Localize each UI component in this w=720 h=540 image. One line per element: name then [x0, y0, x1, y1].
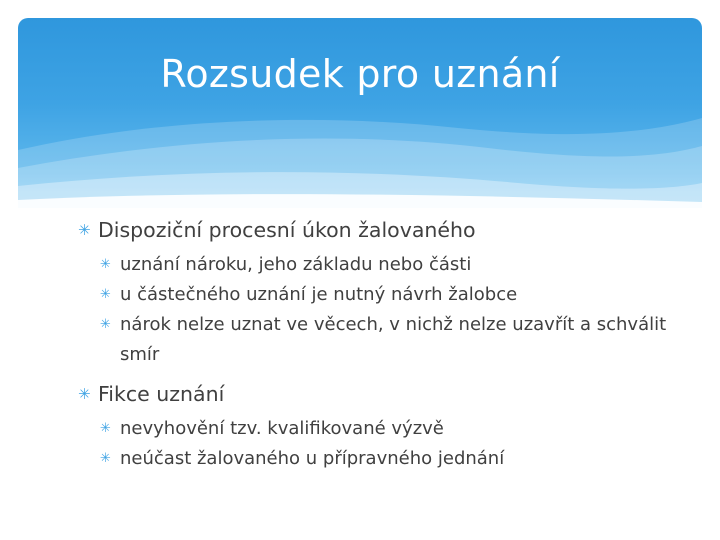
list-item-text: neúčast žalovaného u přípravného jednání: [120, 448, 505, 469]
asterisk-bullet-icon: ✳: [78, 385, 91, 403]
section-2: [78, 380, 678, 474]
sub-list: [78, 414, 678, 474]
list-item-text: uznání nároku, jeho základu nebo části: [120, 254, 472, 275]
asterisk-bullet-icon: ✳: [100, 317, 111, 332]
asterisk-bullet-icon: ✳: [78, 221, 91, 239]
asterisk-bullet-icon: ✳: [100, 421, 111, 436]
slide-title: Rozsudek pro uznání: [160, 52, 560, 96]
section-1: [78, 216, 678, 370]
list-item: [78, 444, 678, 474]
section-heading-text: Fikce uznání: [98, 382, 225, 406]
section-heading-text: Dispoziční procesní úkon žalovaného: [98, 218, 476, 242]
list-item-text: nárok nelze uznat ve věcech, v nichž nelze uzavřít a schválit smír: [120, 314, 667, 365]
sub-list: [78, 250, 678, 370]
asterisk-bullet-icon: ✳: [100, 451, 111, 466]
list-item: [78, 280, 678, 310]
content: [78, 216, 678, 484]
wave-decoration: [18, 18, 702, 208]
list-item: [78, 250, 678, 280]
section-heading: [78, 216, 678, 244]
section-heading: [78, 380, 678, 408]
list-item-text: nevyhovění tzv. kvalifikované výzvě: [120, 418, 444, 439]
list-item-text: u částečného uznání je nutný návrh žalobce: [120, 284, 518, 305]
list-item: [78, 414, 678, 444]
title-banner: [18, 18, 702, 208]
asterisk-bullet-icon: ✳: [100, 287, 111, 302]
asterisk-bullet-icon: ✳: [100, 257, 111, 272]
list-item: [78, 310, 678, 370]
